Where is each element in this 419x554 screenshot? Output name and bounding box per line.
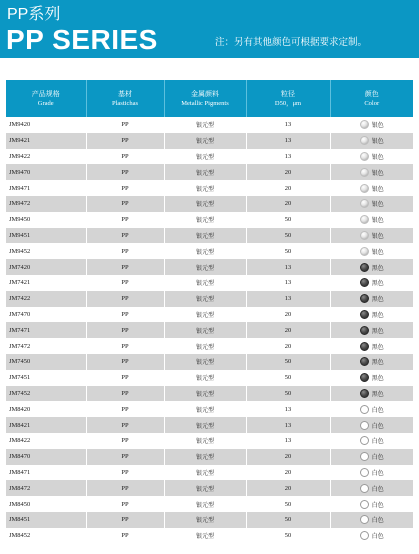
color-cell xyxy=(330,307,413,323)
particle-size-cell: 50 xyxy=(246,528,330,544)
pigment-cell: 银元型 xyxy=(164,417,246,433)
white-swatch-icon xyxy=(360,421,369,430)
color-label: 银色 xyxy=(371,248,384,256)
pigment-cell: 银元型 xyxy=(164,386,246,402)
pigment-cell: 银元型 xyxy=(164,370,246,386)
black-swatch-icon xyxy=(360,278,369,287)
base-cell: PP xyxy=(86,212,164,228)
pigment-cell: 银元型 xyxy=(164,133,246,149)
particle-size-cell: 20 xyxy=(246,196,330,212)
grade-cell: JM8472 xyxy=(6,480,86,496)
particle-size-cell: 20 xyxy=(246,307,330,323)
color-cell xyxy=(330,433,413,449)
base-cell: PP xyxy=(86,307,164,323)
pigment-cell: 银元型 xyxy=(164,291,246,307)
grade-cell: JM8420 xyxy=(6,401,86,417)
color-label: 黑色 xyxy=(371,280,384,288)
table-row xyxy=(6,196,413,212)
column-header-grade: 产品规格 Grade xyxy=(6,80,86,117)
particle-size-cell: 50 xyxy=(246,354,330,370)
pigment-cell: 银元型 xyxy=(164,164,246,180)
pigment-cell: 银元型 xyxy=(164,259,246,275)
pigment-cell: 银元型 xyxy=(164,322,246,338)
column-header-pigment: 金属颜料 Metallic Pigments xyxy=(164,80,246,117)
color-cell xyxy=(330,180,413,196)
particle-size-cell: 13 xyxy=(246,117,330,133)
base-cell: PP xyxy=(86,433,164,449)
pigment-cell: 银元型 xyxy=(164,433,246,449)
table-row xyxy=(6,259,413,275)
white-swatch-icon xyxy=(360,436,369,445)
black-swatch-icon xyxy=(360,294,369,303)
table-row xyxy=(6,449,413,465)
pigment-cell: 银元型 xyxy=(164,528,246,544)
table-row xyxy=(6,480,413,496)
color-cell xyxy=(330,259,413,275)
silver-swatch-icon xyxy=(360,247,369,256)
particle-size-cell: 13 xyxy=(246,433,330,449)
base-cell: PP xyxy=(86,338,164,354)
grade-cell: JM9450 xyxy=(6,212,86,228)
color-cell xyxy=(330,275,413,291)
color-cell xyxy=(330,117,413,133)
white-swatch-icon xyxy=(360,515,369,524)
color-label: 白色 xyxy=(371,501,384,509)
black-swatch-icon xyxy=(360,342,369,351)
table-row xyxy=(6,133,413,149)
particle-size-cell: 13 xyxy=(246,149,330,165)
particle-size-cell: 50 xyxy=(246,243,330,259)
grade-cell: JM8470 xyxy=(6,449,86,465)
color-cell xyxy=(330,370,413,386)
grade-cell: JM8421 xyxy=(6,417,86,433)
base-cell: PP xyxy=(86,180,164,196)
color-label: 黑色 xyxy=(371,296,384,304)
particle-size-cell: 20 xyxy=(246,322,330,338)
table-row xyxy=(6,117,413,133)
color-label: 黑色 xyxy=(371,311,384,319)
particle-size-cell: 13 xyxy=(246,259,330,275)
silver-swatch-icon xyxy=(360,168,369,177)
color-label: 白色 xyxy=(371,406,384,414)
table-row xyxy=(6,149,413,165)
black-swatch-icon xyxy=(360,263,369,272)
color-cell xyxy=(330,401,413,417)
column-header-particle-size: 粒径 D50，μm xyxy=(246,80,330,117)
column-header-color: 颜色 Color xyxy=(330,80,413,117)
color-cell xyxy=(330,512,413,528)
color-label: 白色 xyxy=(371,454,384,462)
color-label: 黑色 xyxy=(371,343,384,351)
particle-size-cell: 13 xyxy=(246,417,330,433)
pigment-cell: 银元型 xyxy=(164,212,246,228)
pigment-cell: 银元型 xyxy=(164,196,246,212)
particle-size-cell: 50 xyxy=(246,386,330,402)
color-label: 银色 xyxy=(371,185,384,193)
color-label: 白色 xyxy=(371,422,384,430)
color-label: 黑色 xyxy=(371,359,384,367)
particle-size-cell: 50 xyxy=(246,212,330,228)
pigment-cell: 银元型 xyxy=(164,401,246,417)
pigment-cell: 银元型 xyxy=(164,149,246,165)
base-cell: PP xyxy=(86,401,164,417)
white-swatch-icon xyxy=(360,452,369,461)
grade-cell: JM8471 xyxy=(6,465,86,481)
silver-swatch-icon xyxy=(360,215,369,224)
table-row xyxy=(6,275,413,291)
grade-cell: JM9472 xyxy=(6,196,86,212)
particle-size-cell: 50 xyxy=(246,370,330,386)
pigment-cell: 银元型 xyxy=(164,480,246,496)
table-row xyxy=(6,512,413,528)
grade-cell: JM7472 xyxy=(6,338,86,354)
table-row xyxy=(6,465,413,481)
silver-swatch-icon xyxy=(360,152,369,161)
color-label: 黑色 xyxy=(371,327,384,335)
color-cell xyxy=(330,212,413,228)
base-cell: PP xyxy=(86,528,164,544)
grade-cell: JM7420 xyxy=(6,259,86,275)
base-cell: PP xyxy=(86,370,164,386)
base-cell: PP xyxy=(86,133,164,149)
grade-cell: JM8450 xyxy=(6,496,86,512)
black-swatch-icon xyxy=(360,389,369,398)
silver-swatch-icon xyxy=(360,136,369,145)
table-row xyxy=(6,243,413,259)
base-cell: PP xyxy=(86,243,164,259)
color-label: 白色 xyxy=(371,438,384,446)
table-row xyxy=(6,401,413,417)
table-row xyxy=(6,164,413,180)
table-row xyxy=(6,180,413,196)
color-cell xyxy=(330,338,413,354)
color-label: 白色 xyxy=(371,485,384,493)
color-cell xyxy=(330,196,413,212)
column-header-base: 基材 Plastichas xyxy=(86,80,164,117)
pigment-cell: 银元型 xyxy=(164,465,246,481)
color-label: 银色 xyxy=(371,169,384,177)
table-row xyxy=(6,496,413,512)
grade-cell: JM7451 xyxy=(6,370,86,386)
pigment-cell: 银元型 xyxy=(164,275,246,291)
grade-cell: JM7452 xyxy=(6,386,86,402)
particle-size-cell: 20 xyxy=(246,480,330,496)
grade-cell: JM9421 xyxy=(6,133,86,149)
particle-size-cell: 13 xyxy=(246,275,330,291)
color-cell xyxy=(330,354,413,370)
base-cell: PP xyxy=(86,496,164,512)
particle-size-cell: 13 xyxy=(246,291,330,307)
white-swatch-icon xyxy=(360,468,369,477)
color-label: 银色 xyxy=(371,217,384,225)
grade-cell: JM9422 xyxy=(6,149,86,165)
grade-cell: JM7421 xyxy=(6,275,86,291)
pigment-cell: 银元型 xyxy=(164,307,246,323)
base-cell: PP xyxy=(86,117,164,133)
page-title-cn: PP系列 xyxy=(7,6,61,23)
silver-swatch-icon xyxy=(360,199,369,208)
white-swatch-icon xyxy=(360,484,369,493)
table-row xyxy=(6,386,413,402)
base-cell: PP xyxy=(86,465,164,481)
pigment-cell: 银元型 xyxy=(164,496,246,512)
table-row xyxy=(6,322,413,338)
grade-cell: JM7422 xyxy=(6,291,86,307)
base-cell: PP xyxy=(86,386,164,402)
white-swatch-icon xyxy=(360,500,369,509)
color-cell xyxy=(330,417,413,433)
particle-size-cell: 20 xyxy=(246,465,330,481)
custom-color-note: 注：另有其他颜色可根据要求定制。 xyxy=(214,37,367,48)
pigment-cell: 银元型 xyxy=(164,180,246,196)
base-cell: PP xyxy=(86,480,164,496)
color-label: 银色 xyxy=(371,232,384,240)
pigment-cell: 银元型 xyxy=(164,354,246,370)
base-cell: PP xyxy=(86,228,164,244)
page-title-en: PP SERIES xyxy=(6,24,158,55)
grade-cell: JM9471 xyxy=(6,180,86,196)
color-label: 银色 xyxy=(371,138,384,146)
base-cell: PP xyxy=(86,259,164,275)
white-swatch-icon xyxy=(360,531,369,540)
black-swatch-icon xyxy=(360,357,369,366)
black-swatch-icon xyxy=(360,310,369,319)
product-table xyxy=(6,80,413,544)
particle-size-cell: 20 xyxy=(246,338,330,354)
black-swatch-icon xyxy=(360,326,369,335)
particle-size-cell: 50 xyxy=(246,496,330,512)
silver-swatch-icon xyxy=(360,184,369,193)
table-row xyxy=(6,528,413,544)
base-cell: PP xyxy=(86,417,164,433)
base-cell: PP xyxy=(86,449,164,465)
pigment-cell: 银元型 xyxy=(164,338,246,354)
color-label: 银色 xyxy=(371,201,384,209)
grade-cell: JM9420 xyxy=(6,117,86,133)
table-row xyxy=(6,307,413,323)
color-label: 黑色 xyxy=(371,264,384,272)
base-cell: PP xyxy=(86,196,164,212)
page-header xyxy=(0,0,419,58)
color-cell xyxy=(330,322,413,338)
grade-cell: JM7471 xyxy=(6,322,86,338)
silver-swatch-icon xyxy=(360,120,369,129)
table-row xyxy=(6,291,413,307)
color-cell xyxy=(330,149,413,165)
table-header-row xyxy=(6,80,413,117)
color-cell xyxy=(330,243,413,259)
base-cell: PP xyxy=(86,322,164,338)
base-cell: PP xyxy=(86,275,164,291)
particle-size-cell: 20 xyxy=(246,164,330,180)
grade-cell: JM8422 xyxy=(6,433,86,449)
table-row xyxy=(6,212,413,228)
grade-cell: JM8452 xyxy=(6,528,86,544)
color-cell xyxy=(330,480,413,496)
pigment-cell: 银元型 xyxy=(164,117,246,133)
black-swatch-icon xyxy=(360,373,369,382)
color-label: 白色 xyxy=(371,533,384,541)
table-row xyxy=(6,354,413,370)
pigment-cell: 银元型 xyxy=(164,228,246,244)
base-cell: PP xyxy=(86,354,164,370)
particle-size-cell: 20 xyxy=(246,180,330,196)
color-cell xyxy=(330,291,413,307)
table-row xyxy=(6,433,413,449)
table-row xyxy=(6,370,413,386)
grade-cell: JM9451 xyxy=(6,228,86,244)
color-label: 银色 xyxy=(371,153,384,161)
white-swatch-icon xyxy=(360,405,369,414)
grade-cell: JM9452 xyxy=(6,243,86,259)
color-cell xyxy=(330,528,413,544)
color-label: 黑色 xyxy=(371,390,384,398)
table-row xyxy=(6,338,413,354)
particle-size-cell: 50 xyxy=(246,512,330,528)
pigment-cell: 银元型 xyxy=(164,512,246,528)
table-row xyxy=(6,228,413,244)
color-label: 白色 xyxy=(371,517,384,525)
particle-size-cell: 50 xyxy=(246,228,330,244)
grade-cell: JM7470 xyxy=(6,307,86,323)
base-cell: PP xyxy=(86,512,164,528)
grade-cell: JM9470 xyxy=(6,164,86,180)
grade-cell: JM7450 xyxy=(6,354,86,370)
pigment-cell: 银元型 xyxy=(164,243,246,259)
particle-size-cell: 20 xyxy=(246,449,330,465)
table-row xyxy=(6,417,413,433)
color-cell xyxy=(330,449,413,465)
pigment-cell: 银元型 xyxy=(164,449,246,465)
base-cell: PP xyxy=(86,291,164,307)
particle-size-cell: 13 xyxy=(246,401,330,417)
color-label: 黑色 xyxy=(371,375,384,383)
grade-cell: JM8451 xyxy=(6,512,86,528)
color-cell xyxy=(330,496,413,512)
color-cell xyxy=(330,164,413,180)
particle-size-cell: 13 xyxy=(246,133,330,149)
color-cell xyxy=(330,133,413,149)
color-cell xyxy=(330,465,413,481)
base-cell: PP xyxy=(86,164,164,180)
color-cell xyxy=(330,228,413,244)
color-label: 白色 xyxy=(371,469,384,477)
color-label: 银色 xyxy=(371,122,384,130)
color-cell xyxy=(330,386,413,402)
base-cell: PP xyxy=(86,149,164,165)
silver-swatch-icon xyxy=(360,231,369,240)
